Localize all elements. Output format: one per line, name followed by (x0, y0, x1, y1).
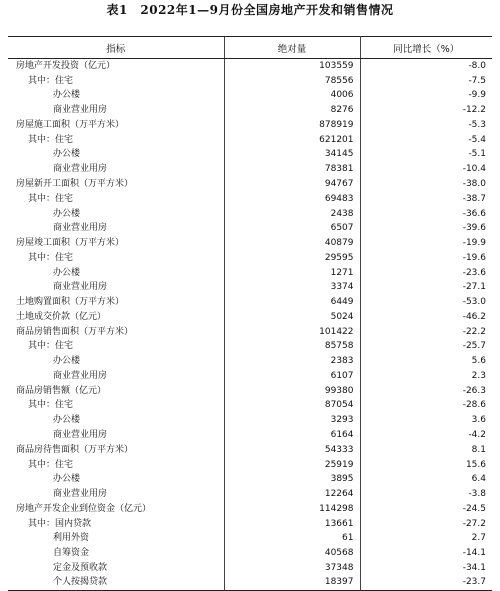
table-row (8, 280, 492, 295)
row-indicator: 其中：住宅 (28, 341, 74, 352)
table-row (8, 88, 492, 103)
row-growth-value: -10.4 (462, 164, 486, 175)
row-indicator: 商品房待售面积（万平方米） (16, 444, 134, 455)
row-indicator: 商品房销售面积（万平方米） (16, 326, 134, 337)
row-growth-value: -12.2 (462, 105, 486, 116)
table-row (8, 501, 492, 516)
row-absolute-value: 29595 (224, 250, 360, 265)
row-indicator: 其中：住宅 (28, 75, 74, 86)
row-indicator: 办公楼 (53, 356, 81, 367)
row-indicator: 商业营业用房 (53, 105, 108, 116)
row-indicator: 商业营业用房 (53, 164, 108, 175)
row-absolute-value: 40879 (224, 236, 360, 251)
row-absolute-value: 878919 (224, 118, 360, 133)
statistics-table (8, 36, 492, 591)
row-indicator: 房地产开发投资（亿元） (16, 61, 116, 72)
row-absolute-value: 5024 (224, 310, 360, 325)
row-growth-value: -46.2 (462, 311, 486, 322)
row-absolute-value: 54333 (224, 442, 360, 457)
table-row (8, 487, 492, 502)
table-body (8, 59, 492, 591)
row-absolute-value: 103559 (224, 59, 360, 74)
row-growth-value: -3.8 (468, 489, 486, 500)
row-absolute-value: 40568 (224, 546, 360, 561)
table-row (8, 59, 492, 74)
row-absolute-value: 78556 (224, 73, 360, 88)
row-growth-value: -38.0 (462, 179, 486, 189)
row-growth-value: -25.7 (462, 341, 486, 352)
row-indicator: 商业营业用房 (53, 282, 108, 293)
row-growth-value: -38.7 (462, 193, 486, 204)
row-indicator: 办公楼 (53, 267, 81, 278)
row-growth-value: -24.5 (462, 503, 486, 514)
header-growth: 同比增长（%） (360, 37, 492, 59)
row-absolute-value: 4006 (224, 88, 360, 103)
table-row (8, 265, 492, 280)
row-absolute-value: 37348 (224, 561, 360, 576)
table-row (8, 162, 492, 177)
table-row (8, 413, 492, 428)
row-indicator: 商业营业用房 (53, 489, 108, 500)
row-growth-value: 5.6 (471, 356, 486, 367)
header-row (8, 37, 492, 59)
row-indicator: 商品房销售额（亿元） (16, 385, 107, 396)
row-absolute-value: 101422 (224, 324, 360, 339)
row-growth-value: -4.2 (468, 430, 486, 441)
row-indicator: 办公楼 (53, 415, 81, 426)
row-growth-value: 2.3 (471, 370, 486, 381)
row-growth-value: -27.2 (462, 518, 486, 529)
row-absolute-value: 99380 (224, 383, 360, 398)
table-row (8, 575, 492, 590)
table-row (8, 383, 492, 398)
row-indicator: 个人按揭贷款 (8, 575, 224, 590)
row-growth-value: 8.1 (471, 444, 486, 455)
table-row (8, 531, 492, 546)
row-absolute-value: 6107 (224, 369, 360, 384)
row-indicator: 办公楼 (53, 208, 81, 219)
table-row (8, 472, 492, 487)
row-indicator: 定金及预收款 (53, 562, 108, 573)
table-row (8, 147, 492, 162)
table-row (8, 324, 492, 339)
row-absolute-value: 3374 (224, 280, 360, 295)
row-growth-value: -8.0 (468, 61, 486, 72)
row-indicator: 办公楼 (53, 474, 81, 485)
row-growth-value: 15.6 (465, 459, 486, 470)
table-row (8, 177, 492, 192)
row-indicator: 商业营业用房 (53, 370, 108, 381)
row-absolute-value: 8276 (224, 103, 360, 118)
row-growth-value: -27.1 (462, 282, 486, 293)
row-absolute-value: 2383 (224, 354, 360, 369)
table-row (8, 295, 492, 310)
row-growth-value: -5.1 (468, 149, 486, 160)
row-growth-value: 3.6 (471, 415, 486, 426)
row-indicator: 其中：住宅 (28, 193, 74, 204)
row-growth-value: -19.6 (462, 252, 486, 263)
row-absolute-value: 621201 (224, 132, 360, 147)
row-absolute-value: 13661 (224, 516, 360, 531)
row-indicator: 其中：住宅 (28, 400, 74, 411)
row-indicator: 利用外资 (53, 533, 90, 544)
table-row (8, 236, 492, 251)
row-absolute-value: 2438 (224, 206, 360, 221)
table-row (8, 221, 492, 236)
row-indicator: 其中：住宅 (28, 459, 74, 470)
row-indicator: 房屋施工面积（万平方米） (16, 119, 125, 130)
row-absolute-value: 12264 (224, 487, 360, 502)
row-absolute-value: 78381 (224, 162, 360, 177)
table-row (8, 103, 492, 118)
table-row (8, 118, 492, 133)
row-indicator: 商业营业用房 (53, 223, 108, 234)
row-absolute-value: 87054 (224, 398, 360, 413)
table-row (8, 191, 492, 206)
row-growth-value: -34.1 (462, 562, 486, 573)
row-growth-value: -5.3 (468, 119, 486, 130)
table-row (8, 442, 492, 457)
row-indicator: 办公楼 (53, 90, 81, 101)
row-absolute-value: 94767 (224, 177, 360, 192)
row-growth-value: -9.9 (468, 90, 486, 101)
row-growth-value: -7.5 (468, 75, 486, 86)
table-row (8, 546, 492, 561)
row-growth-value: -19.9 (462, 238, 486, 249)
row-absolute-value: 85758 (224, 339, 360, 354)
row-absolute-value: 3293 (224, 413, 360, 428)
row-indicator: 其中：住宅 (28, 252, 74, 263)
row-indicator: 房屋竣工面积（万平方米） (16, 238, 125, 249)
row-indicator: 商业营业用房 (53, 430, 108, 441)
table-row (8, 398, 492, 413)
row-growth-value: -53.0 (462, 297, 486, 308)
row-growth-value: -23.6 (462, 267, 486, 278)
row-indicator: 房屋新开工面积（万平方米） (16, 179, 134, 189)
row-indicator: 其中：国内贷款 (28, 518, 92, 529)
table-row (8, 339, 492, 354)
row-indicator: 土地成交价款（亿元） (16, 311, 107, 322)
row-growth-value: -14.1 (462, 548, 486, 559)
row-indicator: 房地产开发企业到位资金（亿元） (16, 503, 152, 514)
row-absolute-value: 61 (224, 531, 360, 546)
table-row (8, 206, 492, 221)
row-absolute-value: 69483 (224, 191, 360, 206)
row-growth-value: -23.7 (360, 575, 492, 590)
table-row (8, 516, 492, 531)
row-growth-value: 6.4 (471, 474, 486, 485)
row-growth-value: -28.6 (462, 400, 486, 411)
table-row (8, 354, 492, 369)
row-absolute-value: 25919 (224, 457, 360, 472)
row-indicator: 土地购置面积（万平方米） (16, 297, 125, 308)
row-absolute-value: 6507 (224, 221, 360, 236)
table-row (8, 457, 492, 472)
table-row (8, 428, 492, 443)
table-title: 表1 2022年1—9月份全国房地产开发和销售情况 (106, 3, 394, 17)
table-row (8, 73, 492, 88)
row-growth-value: -39.6 (462, 223, 486, 234)
row-indicator: 办公楼 (53, 149, 81, 160)
row-absolute-value: 6164 (224, 428, 360, 443)
row-growth-value: -5.4 (468, 134, 486, 145)
row-growth-value: -22.2 (462, 326, 486, 337)
table-row (8, 310, 492, 325)
row-growth-value: 2.7 (471, 533, 486, 544)
table-row (8, 369, 492, 384)
row-absolute-value: 18397 (224, 575, 360, 590)
row-indicator: 其中：住宅 (28, 134, 74, 145)
table-row (8, 250, 492, 265)
row-absolute-value: 1271 (224, 265, 360, 280)
row-growth-value: -36.6 (462, 208, 486, 219)
header-absolute: 绝对量 (224, 37, 360, 59)
row-absolute-value: 34145 (224, 147, 360, 162)
table-row (8, 132, 492, 147)
row-growth-value: -26.3 (462, 385, 486, 396)
row-absolute-value: 6449 (224, 295, 360, 310)
row-absolute-value: 114298 (224, 501, 360, 516)
table-row (8, 561, 492, 576)
row-indicator: 自筹资金 (53, 548, 90, 559)
row-absolute-value: 3895 (224, 472, 360, 487)
table-header (8, 37, 492, 59)
header-indicator: 指标 (8, 37, 224, 59)
